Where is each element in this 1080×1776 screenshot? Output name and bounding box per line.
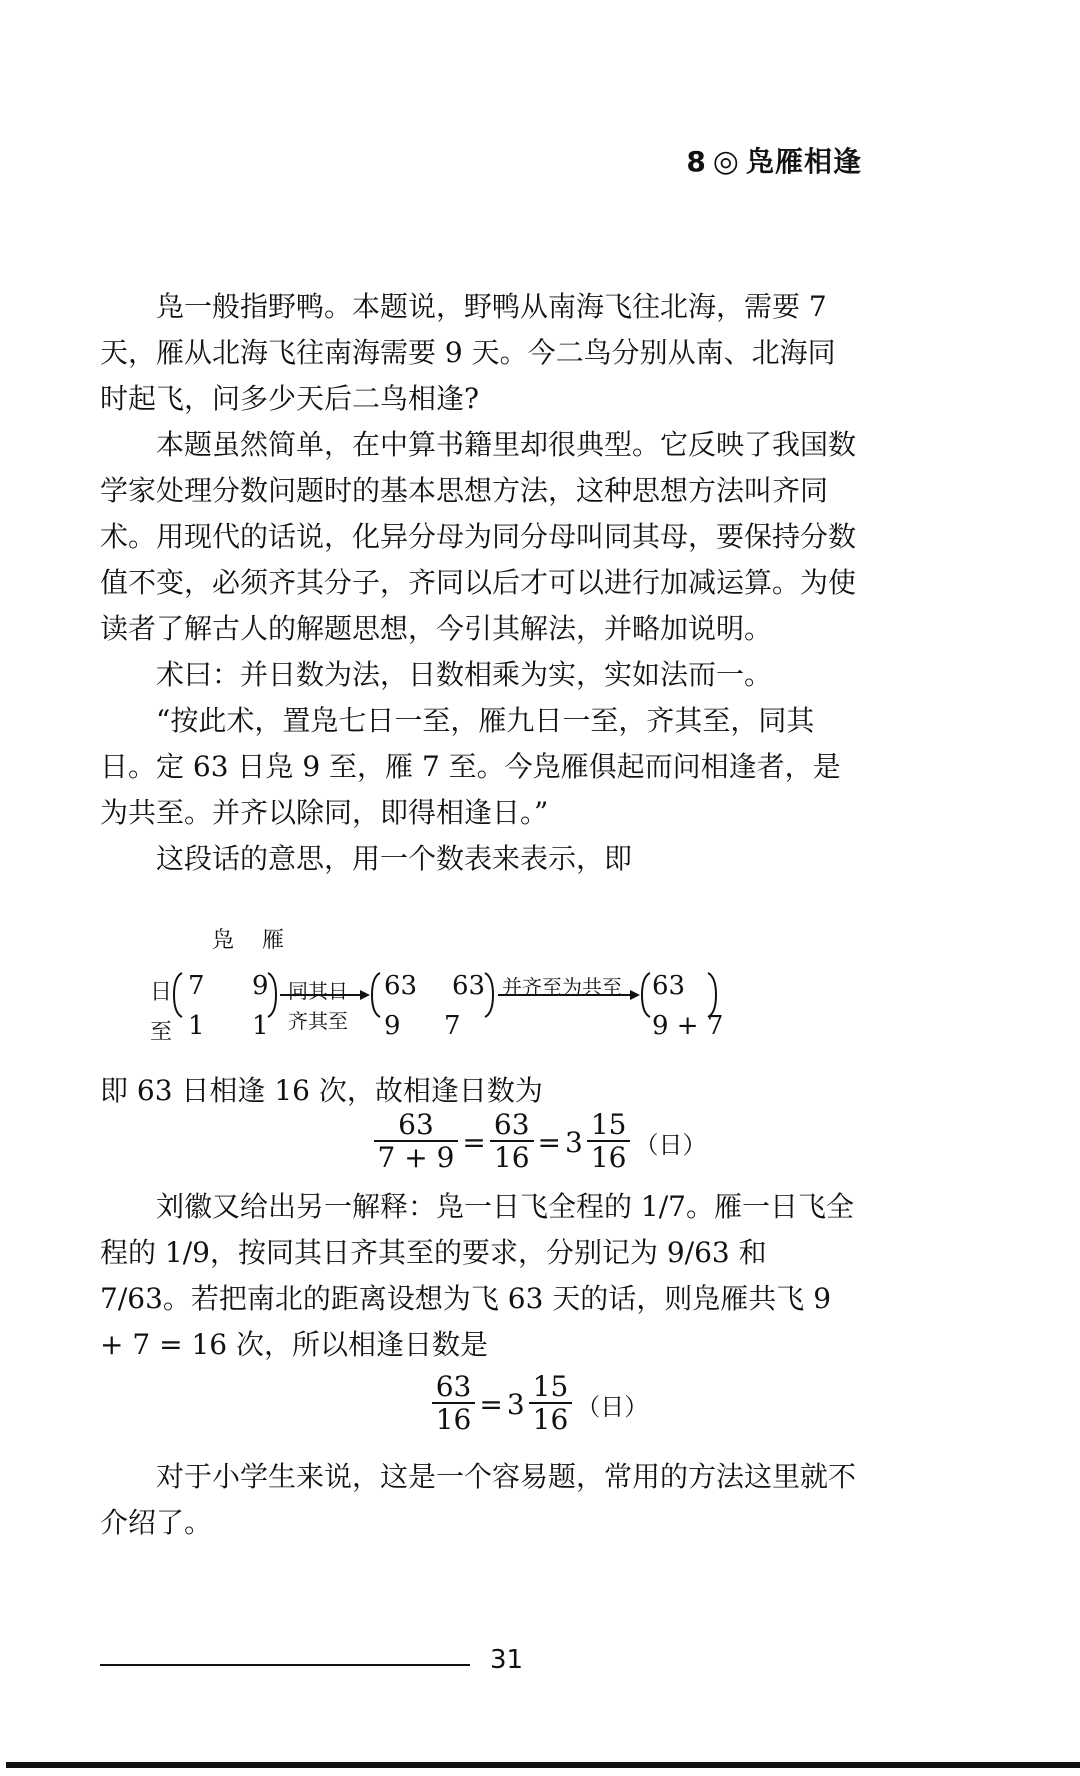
m3-cell-1: 63 bbox=[652, 971, 686, 1001]
body-block-3 bbox=[100, 1184, 860, 1368]
m1-cell-2: 9 bbox=[252, 971, 269, 1001]
m2-cell-3: 9 bbox=[384, 1011, 401, 1041]
fraction: $\frac{15}{16}$ bbox=[587, 1110, 631, 1174]
paragraph-1: 凫一般指野鸭。本题说，野鸭从南海飞往北海，需要 7 天，雁从北海飞往南海需要 9 天。今二鸟分别从南、北海同时起飞，问多少天后二鸟相逢? bbox=[100, 290, 836, 415]
body-block-1 bbox=[100, 284, 860, 882]
table-col-fu: 凫 bbox=[212, 928, 235, 953]
m2-cell-1: 63 bbox=[384, 971, 418, 1001]
table-col-yan: 雁 bbox=[262, 928, 285, 953]
paragraph-7: 刘徽又给出另一解释：凫一日飞全程的 1/7。雁一日飞全程的 1/9，按同其日齐其至的要求，分别记为 9/63 和 7/63。若把南北的距离设想为飞 63 天的话，则凫雁共飞 9 + 7 = 16 次，所以相逢日数是 bbox=[100, 1190, 854, 1361]
footer-rule bbox=[100, 1664, 470, 1666]
table-brackets bbox=[140, 965, 840, 1065]
paragraph-5: 这段话的意思，用一个数表来表示，即 bbox=[156, 842, 633, 875]
fraction: $\frac{63}{16}$ bbox=[490, 1110, 534, 1174]
table-row-zhi: 至 bbox=[150, 1020, 173, 1045]
paragraph-2: 本题虽然简单，在中算书籍里却很典型。它反映了我国数学家处理分数问题时的基本思想方法，这种思想方法叫齐同术。用现代的话说，化异分母为同分母叫同其母，要保持分数值不变，必须齐其分子，齐同以后才可以进行加减运算。为使读者了解古人的解题思想，今引其解法，并略加说明。 bbox=[100, 428, 857, 645]
m3-cell-2: 9 + 7 bbox=[652, 1011, 724, 1041]
formula-2: $\frac{63}{16}$ = 3 $\frac{15}{16}$ （日） bbox=[0, 1372, 1080, 1436]
paragraph-8: 对于小学生来说，这是一个容易题，常用的方法这里就不介绍了。 bbox=[100, 1460, 857, 1539]
body-block-4 bbox=[100, 1454, 860, 1546]
circle-icon: ◎ bbox=[712, 144, 740, 179]
arrow2-top-label: 并齐至为共至 bbox=[502, 975, 622, 999]
arrow1-bottom-label: 齐其至 bbox=[288, 1009, 348, 1033]
paragraph-4: “按此术，置凫七日一至，雁九日一至，齐其至，同其日。定 63 日凫 9 至，雁 7 至。今凫雁俱起而问相逢者，是为共至。并齐以除同，即得相逢日。” bbox=[100, 704, 841, 829]
m2-cell-2: 63 bbox=[452, 971, 486, 1001]
fraction: $\frac{63}{16}$ bbox=[432, 1372, 476, 1436]
m1-cell-4: 1 bbox=[252, 1011, 269, 1041]
chapter-number: 8 bbox=[686, 145, 707, 178]
body-block-2 bbox=[100, 1068, 860, 1114]
chapter-title: 凫雁相逢 bbox=[745, 145, 862, 178]
arrow1-top-label: 同其日 bbox=[288, 979, 348, 1003]
chapter-header bbox=[686, 140, 862, 180]
m2-cell-4: 7 bbox=[444, 1011, 461, 1041]
fraction: $\frac{63}{7 + 9}$ bbox=[374, 1110, 459, 1174]
paragraph-6: 即 63 日相逢 16 次，故相逢日数为 bbox=[100, 1074, 543, 1107]
page-number: 31 bbox=[490, 1645, 524, 1675]
table-row-ri: 日 bbox=[150, 980, 173, 1005]
number-table bbox=[140, 928, 840, 1065]
m1-cell-1: 7 bbox=[188, 971, 205, 1001]
m1-cell-3: 1 bbox=[188, 1011, 205, 1041]
formula-1: $\frac{63}{7 + 9}$ = $\frac{63}{16}$ = 3 $\frac{15}{16}$ （日） bbox=[0, 1110, 1080, 1174]
bottom-edge-bar bbox=[6, 1762, 1080, 1768]
paragraph-3: 术曰：并日数为法，日数相乘为实，实如法而一。 bbox=[156, 658, 773, 691]
fraction: $\frac{15}{16}$ bbox=[529, 1372, 573, 1436]
